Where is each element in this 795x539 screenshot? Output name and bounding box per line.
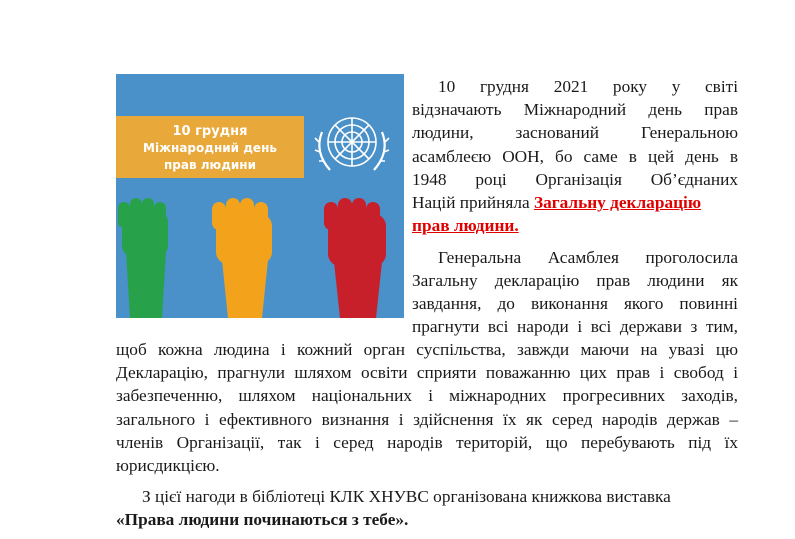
- p2-full-line-4: загального і ефективного визнання і здійснення їх як серед народів держав –: [116, 409, 738, 429]
- banner-line-2: Міжнародний день: [143, 141, 277, 155]
- banner-line-3: прав людини: [163, 158, 257, 172]
- p1-line-4: асамблеєю ООН, бо саме в цей день в: [412, 146, 738, 166]
- declaration-link-continued[interactable]: прав людини.: [412, 216, 519, 236]
- paragraph-un-declaration: [412, 75, 738, 237]
- p2-line-2: Загальну декларацію прав людини як: [412, 271, 738, 291]
- p1-line-3: людини, заснований Генеральною: [412, 123, 738, 143]
- p2-full-line-1: щоб кожна людина і кожний орган суспільства, завжди маючи на увазі цю: [116, 340, 738, 359]
- paragraph-general-assembly-full: [116, 338, 738, 477]
- banner-line-1: 10 грудня: [172, 124, 248, 139]
- p2-full-line-3: забезпеченню, шляхом національних і міжнародних прогресивних заходів,: [116, 386, 738, 406]
- paragraph-general-assembly-right-last: [412, 315, 738, 338]
- p2-line-4: прагнути всі народи і всі держави з тим,: [412, 317, 738, 336]
- p2-full-line-5: членів Організації, так і серед народів територій, що перебувають під їх: [116, 432, 738, 452]
- p1-line-1: 10 грудня 2021 року у світі: [438, 77, 738, 96]
- declaration-link[interactable]: Загальну декларацію: [533, 193, 702, 213]
- p1-line-6-prefix: Націй прийняла: [412, 193, 534, 213]
- p3-line-1: З цієї нагоди в бібліотеці КЛК ХНУВС організована книжкова виставка: [142, 487, 671, 506]
- p1-line-5: 1948 році Організація Об’єднаних: [412, 169, 738, 189]
- human-rights-day-image: [116, 74, 404, 318]
- p2-line-1: Генеральна Асамблея проголосила: [438, 248, 738, 267]
- p2-full-line-6: юрисдикцією.: [116, 456, 220, 476]
- human-rights-day-illustration: [116, 74, 404, 318]
- paragraph-exhibition: [116, 485, 738, 531]
- p2-line-3: завдання, до виконання якого повинні: [412, 294, 738, 314]
- p2-full-line-2: Декларацію, прагнули шляхом освіти сприяти поважанню цих прав і свобод і: [116, 363, 738, 383]
- exhibition-title: «Права людини починаються з тебе».: [116, 510, 409, 530]
- p1-line-2: відзначають Міжнародний день прав: [412, 100, 738, 120]
- paragraph-general-assembly-right: [412, 246, 738, 316]
